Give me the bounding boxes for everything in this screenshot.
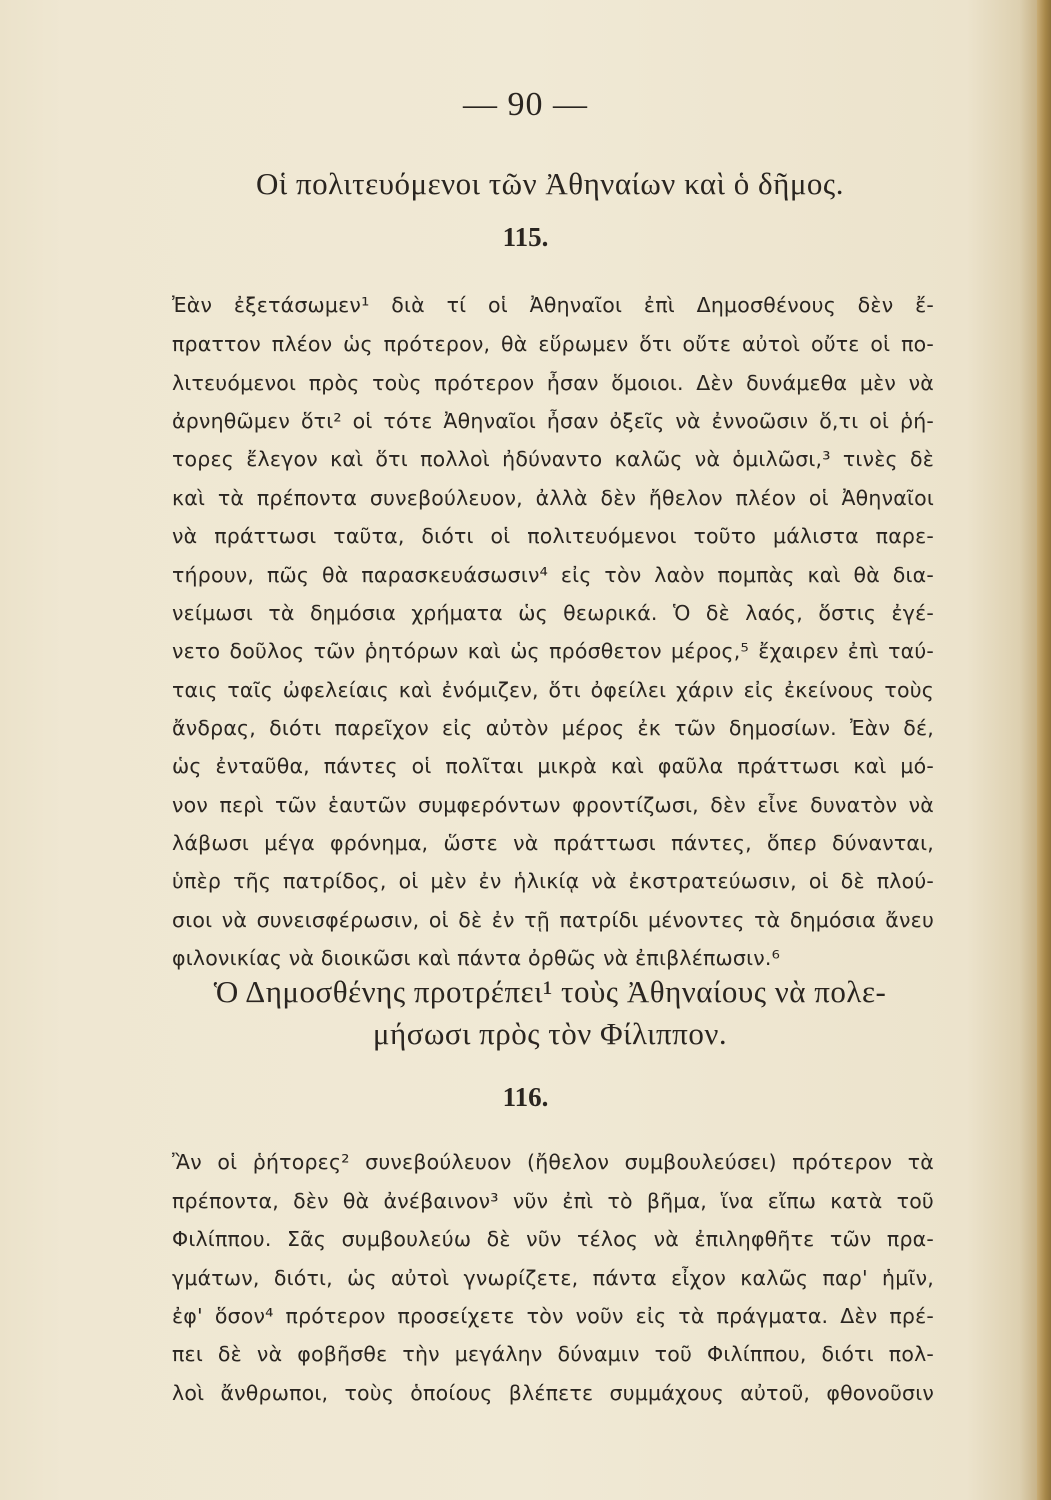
text-line: γμάτων, διότι, ὡς αὐτοὶ γνωρίζετε, πάντα εἶχον καλῶς παρ' ἡμῖν, <box>172 1266 934 1290</box>
text-line: πρέποντα, δὲν θὰ ἀνέβαινον³ νῦν ἐπὶ τὸ βῆμα, ἵνα εἴπω κατὰ τοῦ <box>172 1189 934 1213</box>
section-heading-116-line1: Ὁ Δημοσθένης προτρέπει¹ τοὺς Ἀθηναίους νὰ πολε- <box>213 974 887 1009</box>
text-line: νετο δοῦλος τῶν ῥητόρων καὶ ὡς πρόσθετον μέρος,⁵ ἔχαιρεν ἐπὶ ταύ- <box>172 639 934 663</box>
text-line: λάβωσι μέγα φρόνημα, ὥστε νὰ πράττωσι πάντες, ὅπερ δύνανται, <box>172 831 934 855</box>
section-heading-116-line2: μήσωσι πρὸς τὸν Φίλιππον. <box>372 1016 728 1051</box>
text-line: λιτευόμενοι πρὸς τοὺς πρότερον ἦσαν ὅμοιοι. Δὲν δυνάμεθα μὲν νὰ <box>172 371 934 395</box>
text-line: πραττον πλέον ὡς πρότερον, θὰ εὕρωμεν ὅτι οὔτε αὐτοὶ οὔτε οἱ πο- <box>172 332 934 356</box>
text-line: Φιλίππου. Σᾶς συμβουλεύω δὲ νῦν τέλος νὰ ἐπιληφθῆτε τῶν πρα- <box>172 1227 934 1251</box>
text-line: τορες ἔλεγον καὶ ὅτι πολλοὶ ἠδύναντο καλῶς νὰ ὁμιλῶσι,³ τινὲς δὲ <box>172 447 934 471</box>
text-line: ὑπὲρ τῆς πατρίδος, οἱ μὲν ἐν ἡλικίᾳ νὰ ἐκστρατεύωσιν, οἱ δὲ πλού- <box>172 869 934 893</box>
text-line: νείμωσι τὰ δημόσια χρήματα ὡς θεωρικά. Ὁ δὲ λαός, ὅστις ἐγέ- <box>172 601 934 625</box>
section-number-116: 116. <box>502 1082 549 1112</box>
text-line: ἄνδρας, διότι παρεῖχον εἰς αὐτὸν μέρος ἐκ τῶν δημοσίων. Ἐὰν δέ, <box>172 716 934 740</box>
section-heading-115: Οἱ πολιτευόμενοι τῶν Ἀθηναίων καὶ ὁ δῆμος. <box>256 166 844 201</box>
text-line: Ἂν οἱ ῥήτορες² συνεβούλευον (ἤθελον συμβουλεύσει) πρότερον τὰ <box>172 1150 934 1174</box>
text-line: ταις ταῖς ὠφελείαις καὶ ἐνόμιζεν, ὅτι ὀφείλει χάριν εἰς ἐκείνους τοὺς <box>172 678 934 702</box>
text-line: λοὶ ἄνθρωποι, τοὺς ὁποίους βλέπετε συμμάχους αὐτοῦ, φθονοῦσιν <box>172 1381 934 1405</box>
text-line: σιοι νὰ συνεισφέρωσιν, οἱ δὲ ἐν τῇ πατρίδι μένοντες τὰ δημόσια ἄνευ <box>172 908 934 932</box>
text-line: ὡς ἐνταῦθα, πάντες οἱ πολῖται μικρὰ καὶ φαῦλα πράττωσι καὶ μό- <box>172 754 934 778</box>
text-line: τήρουν, πῶς θὰ παρασκευάσωσιν⁴ εἰς τὸν λαὸν πομπὰς καὶ θὰ δια- <box>172 563 934 587</box>
text-line: πει δὲ νὰ φοβῆσθε τὴν μεγάλην δύναμιν τοῦ Φιλίππου, διότι πολ- <box>172 1342 934 1366</box>
text-line: νὰ πράττωσι ταῦτα, διότι οἱ πολιτευόμενοι τοῦτο μάλιστα παρε- <box>172 524 934 548</box>
text-line: καὶ τὰ πρέποντα συνεβούλευον, ἀλλὰ δὲν ἤθελον πλέον οἱ Ἀθηναῖοι <box>172 486 934 510</box>
text-line: ἀρνηθῶμεν ὅτι² οἱ τότε Ἀθηναῖοι ἦσαν ὀξεῖς νὰ ἐννοῶσιν ὅ,τι οἱ ῥή- <box>172 409 934 433</box>
text-line: φιλονικίας νὰ διοικῶσι καὶ πάντα ὀρθῶς νὰ ἐπιβλέπωσιν.⁶ <box>172 946 781 970</box>
text-line: νον περὶ τῶν ἑαυτῶν συμφερόντων φροντίζωσι, δὲν εἶνε δυνατὸν νὰ <box>172 793 934 817</box>
text-line: ἐφ' ὅσον⁴ πρότερον προσείχετε τὸν νοῦν εἰς τὰ πράγματα. Δὲν πρέ- <box>172 1304 934 1328</box>
text-line: Ἐὰν ἐξετάσωμεν¹ διὰ τί οἱ Ἀθηναῖοι ἐπὶ Δημοσθένους δὲν ἔ- <box>172 293 934 317</box>
section-number-115: 115. <box>502 222 549 252</box>
page-number: — 90 — <box>463 86 588 123</box>
